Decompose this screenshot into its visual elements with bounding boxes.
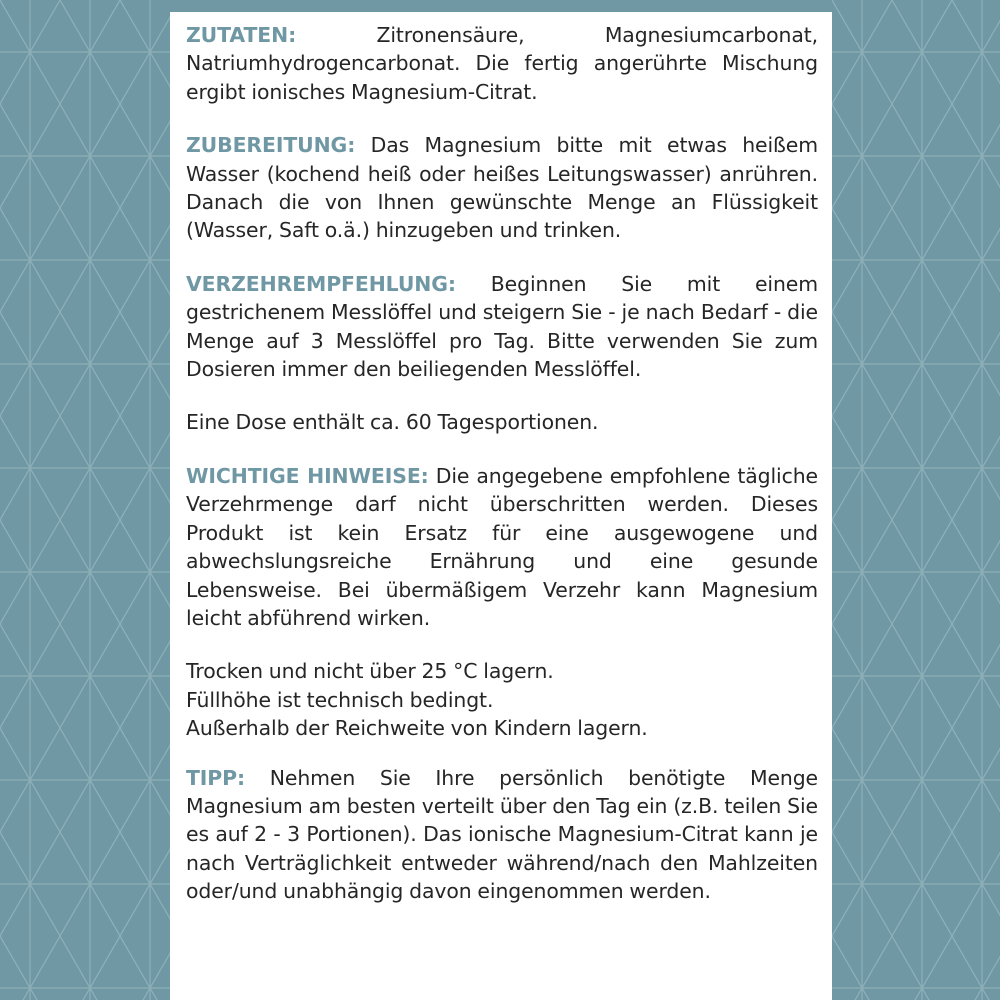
preparation-heading: ZUBEREITUNG:	[186, 133, 356, 158]
warnings-text: Die angegebene empfohlene tägliche Verzehrmenge darf nicht überschritten werden. Dieses Produkt ist kein Ersatz für eine ausgewogene und abwechslungsreiche Ernährung und eine gesunde Lebensweise. Bei übermäßigem Verzehr kann Magnesium leicht abführend wirken.	[186, 463, 818, 630]
servings-paragraph	[186, 408, 818, 436]
tip-text: Nehmen Sie Ihre persönlich benötigte Menge Magnesium am besten verteilt über den Tag ein (z.B. teilen Sie es auf 2 - 3 Portionen). Das ionische Magnesium-Citrat kann je nach Verträglichkeit entweder während/nach den Mahlzeiten oder/und unabhängig davon eingenommen werden.	[186, 765, 818, 904]
warnings-heading: WICHTIGE HINWEISE:	[186, 463, 429, 488]
servings-text: Eine Dose enthält ca. 60 Tagesportionen.	[186, 410, 599, 435]
product-label-text-panel	[170, 12, 832, 1000]
preparation-paragraph	[186, 131, 818, 245]
background-pattern-left	[0, 0, 170, 1000]
ingredients-heading: ZUTATEN:	[186, 23, 297, 47]
dosage-paragraph	[186, 270, 818, 384]
storage-line-fill-level: Füllhöhe ist technisch bedingt.	[186, 687, 494, 712]
ingredients-paragraph	[186, 21, 818, 106]
background-pattern-right	[832, 0, 1000, 1000]
storage-line-children: Außerhalb der Reichweite von Kindern lagern.	[186, 716, 648, 741]
storage-line-temperature: Trocken und nicht über 25 °C lagern.	[186, 659, 554, 684]
tip-paragraph	[186, 764, 818, 906]
dosage-heading: VERZEHREMPFEHLUNG:	[186, 271, 456, 296]
warnings-paragraph	[186, 462, 818, 632]
preparation-text: Das Magnesium bitte mit etwas heißem Wasser (kochend heiß oder heißes Leitungswasser) anrühren. Danach die von Ihnen gewünschte Menge an Flüssigkeit (Wasser, Saft o.ä.) hinzugeben und trinken.	[186, 133, 818, 243]
tip-heading: TIPP:	[186, 765, 246, 790]
storage-paragraph	[186, 657, 818, 742]
dosage-text: Beginnen Sie mit einem gestrichenem Messlöffel und steigern Sie - je nach Bedarf - die Menge auf 3 Messlöffel pro Tag. Bitte verwenden Sie zum Dosieren immer den beiliegenden Messlöffel.	[186, 271, 818, 382]
ingredients-text: Zitronensäure, Magnesiumcarbonat, Natriumhydrogencarbonat. Die fertig angerührte Mischung ergibt ionisches Magnesium-Citrat.	[186, 23, 818, 104]
